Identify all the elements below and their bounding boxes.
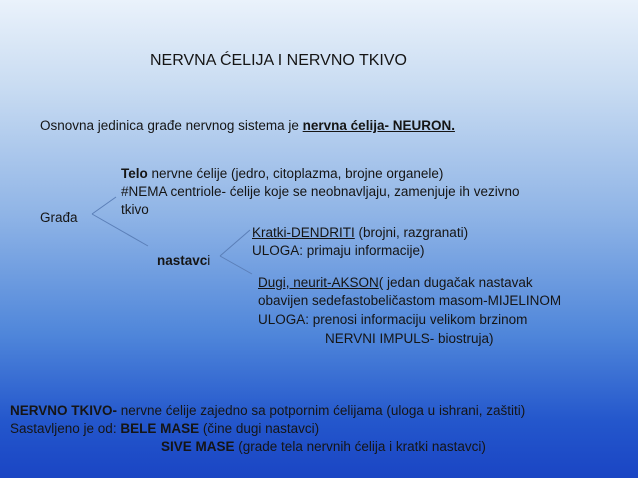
nastavci-label-main: nastavc: [157, 253, 208, 268]
akson-rest: ( jedan dugačak nastavak: [378, 275, 533, 290]
akson-line-2: obavijen sedefastobeličastom masom-MIJELINOM: [258, 293, 562, 308]
bele-mase: BELE MASE: [120, 421, 200, 436]
nastavci-label-end: i: [207, 253, 211, 268]
page-title: NERVNA ĆELIJA I NERVNO TKIVO: [150, 52, 407, 69]
intro-prefix: Osnovna jedinica građe nervnog sistema je: [40, 118, 303, 133]
branch-line-telo: [92, 197, 116, 214]
akson-line-4: NERVNI IMPULS- biostruja): [325, 331, 494, 346]
telo-lead: Telo: [121, 166, 148, 181]
branch-line-akson: [220, 256, 252, 274]
telo-line-1: [121, 165, 443, 182]
grada-label: Građa: [40, 210, 78, 225]
tkivo-line-2: [10, 420, 319, 437]
telo-line-3: tkivo: [121, 202, 149, 217]
dendriti-uloga: ULOGA: primaju informacije): [252, 243, 425, 258]
akson-name: Dugi, neurit-AKSON: [258, 275, 379, 290]
tkivo-line-3: [161, 438, 486, 455]
dendriti-name: Kratki-DENDRITI: [252, 225, 355, 240]
dendriti-line-1: [252, 224, 468, 241]
tkivo-line-1: [10, 402, 525, 419]
tkivo-lead: NERVNO TKIVO-: [10, 403, 118, 418]
telo-rest: nervne ćelije (jedro, citoplazma, brojne organele): [147, 166, 444, 181]
bele-rest: (čine dugi nastavci): [199, 421, 320, 436]
dendriti-rest: (brojni, razgranati): [354, 225, 469, 240]
tkivo-rest: nervne ćelije zajedno sa potpornim ćelijama (uloga u ishrani, zaštiti): [117, 403, 526, 418]
intro-text: [40, 117, 455, 134]
sastav-prefix: Sastavljeno je od:: [10, 421, 121, 436]
telo-line-2: #NEMA centriole- ćelije koje se neobnavljaju, zamenjuje ih vezivno: [121, 184, 520, 199]
nastavci-label: [157, 252, 210, 269]
akson-line-3: ULOGA: prenosi informaciju velikom brzinom: [258, 312, 528, 327]
branch-line-nastavci: [92, 214, 148, 246]
akson-line-1: [258, 274, 533, 291]
sive-mase: SIVE MASE: [161, 439, 235, 454]
sive-rest: (grade tela nervnih ćelija i kratki nastavci): [234, 439, 486, 454]
branch-line-dendriti: [220, 230, 250, 256]
intro-emphasis: nervna ćelija- NEURON.: [302, 118, 455, 133]
